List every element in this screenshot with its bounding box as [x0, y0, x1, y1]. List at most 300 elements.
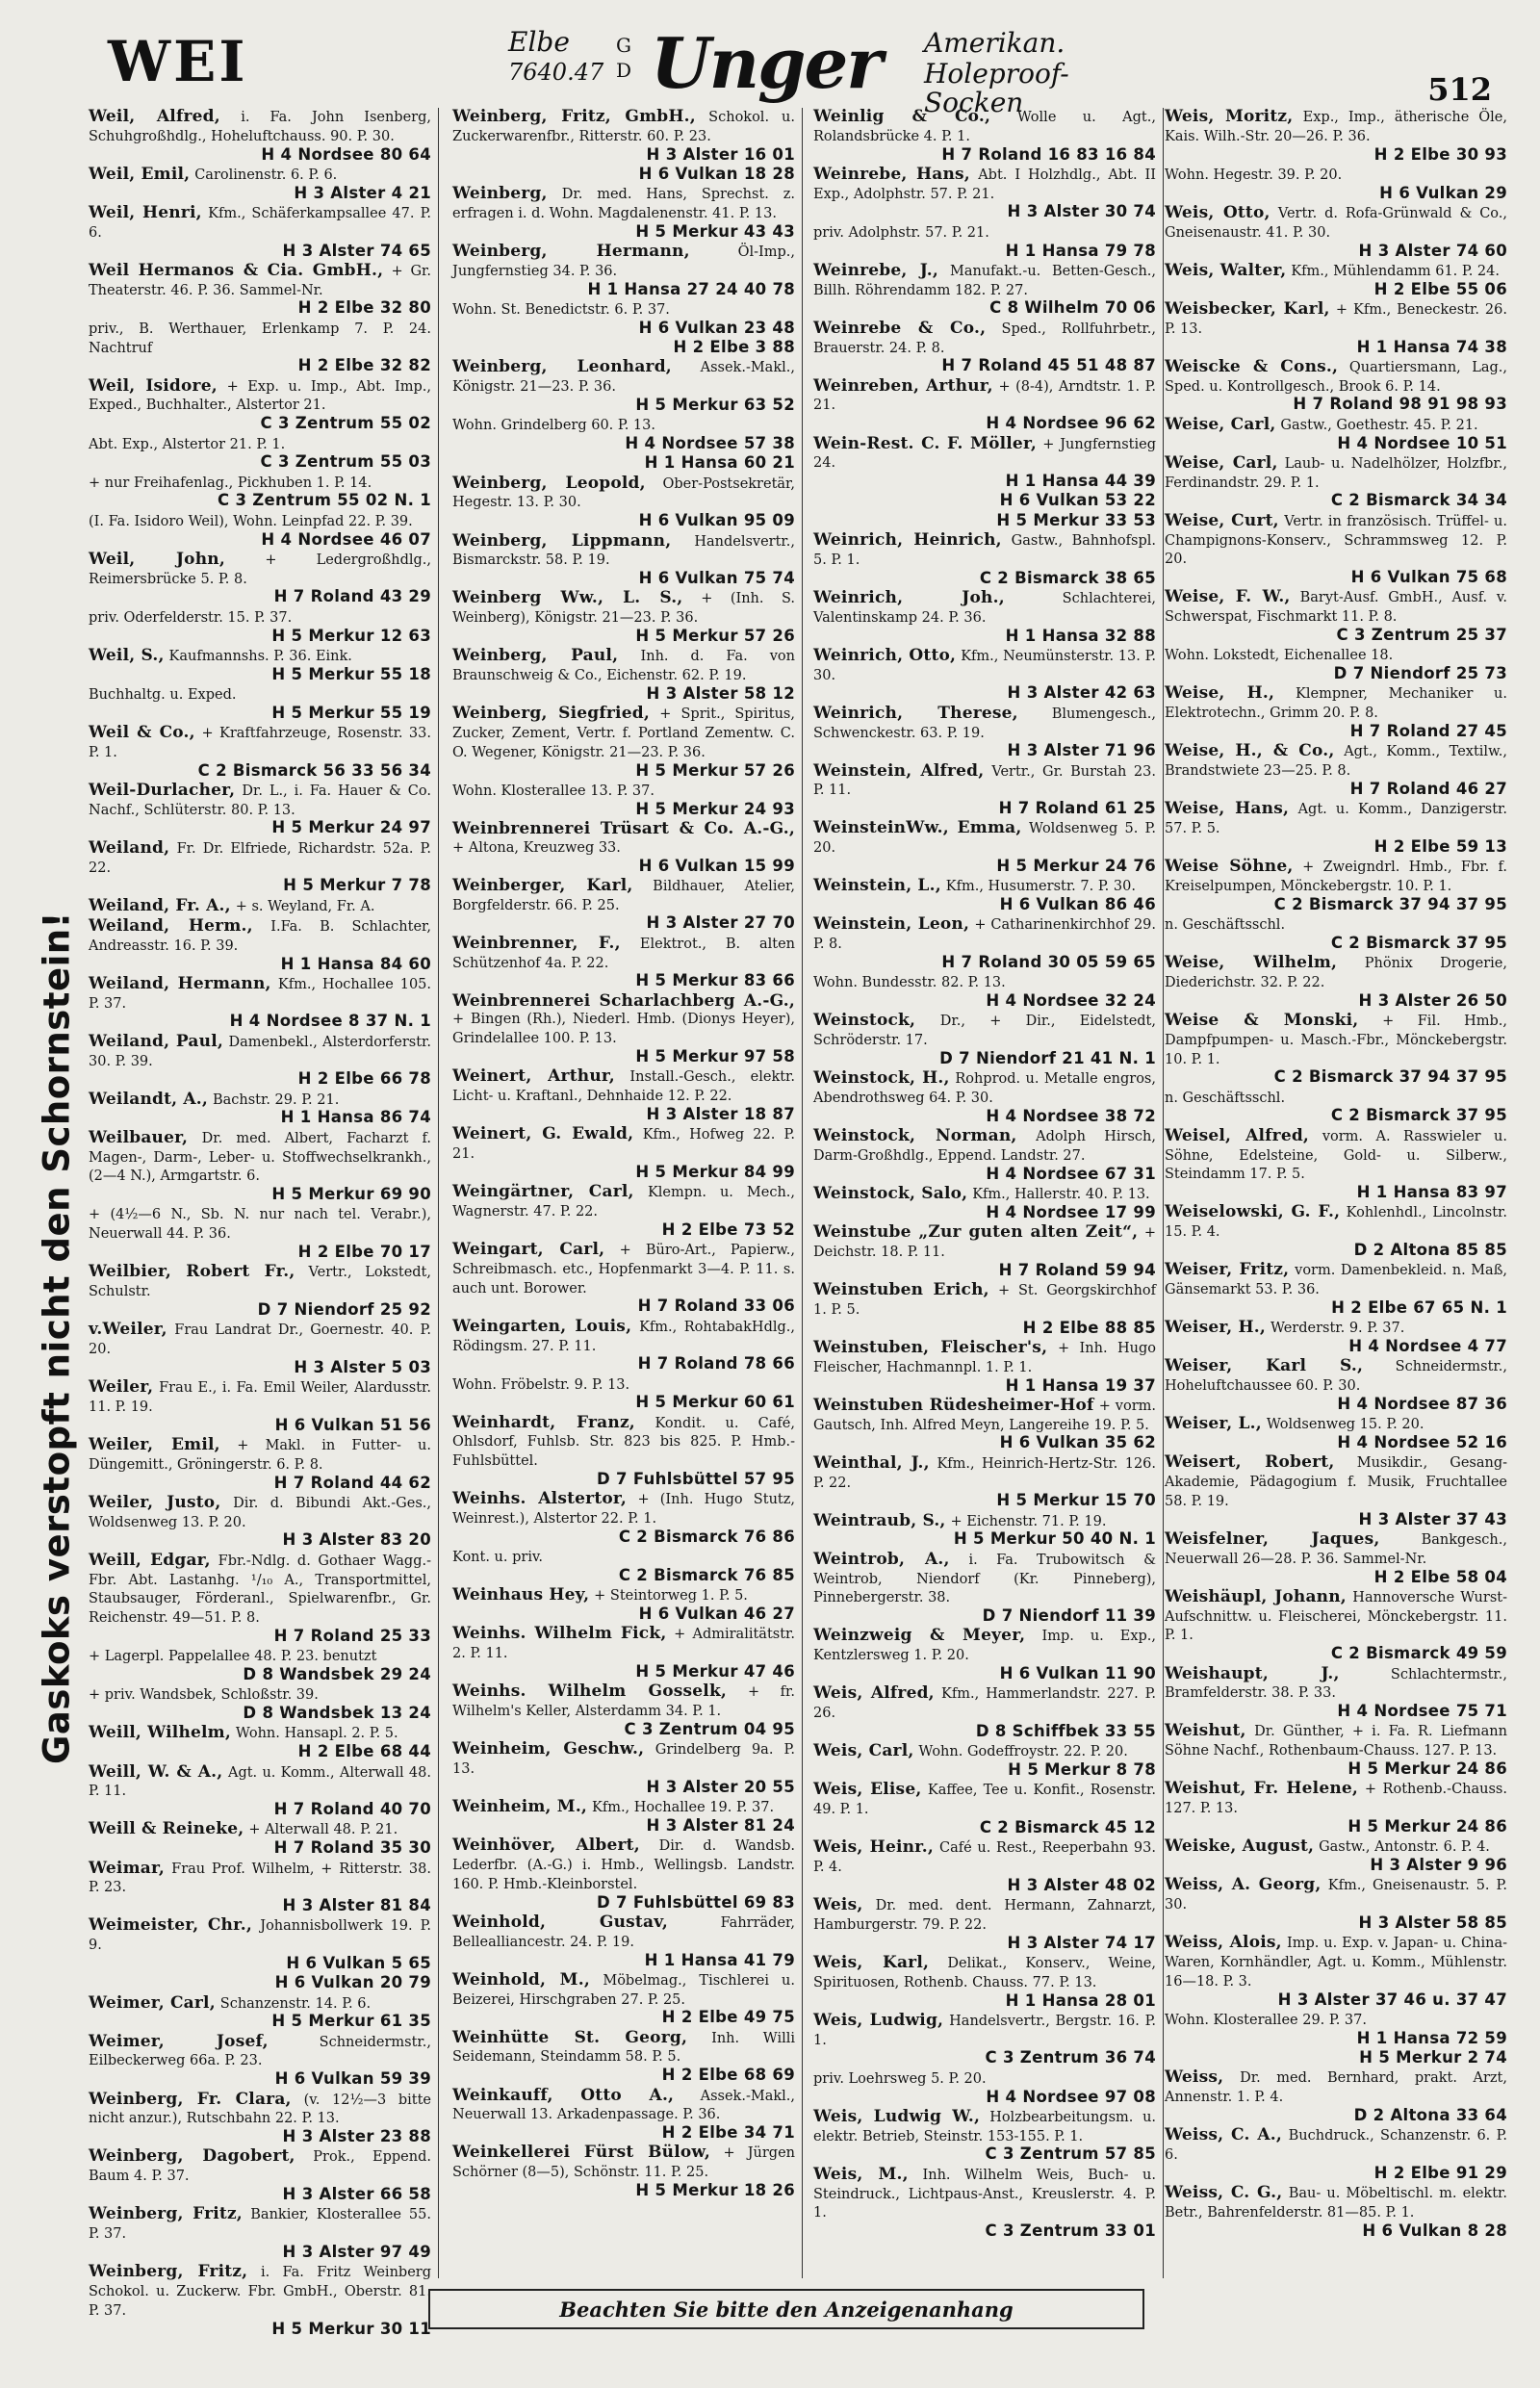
directory-entry — [89, 897, 431, 916]
directory-entry — [452, 454, 795, 473]
directory-entry — [813, 262, 1156, 318]
directory-entry — [89, 608, 431, 646]
entry-telephone: H 3 Alster 37 46 u. 37 47 — [1277, 1990, 1507, 2009]
directory-entry — [452, 935, 795, 990]
entry-details: Agt. u. Komm., Danzigerstr. 57. P. 5. — [1165, 802, 1507, 836]
entry-telephone: H 2 Elbe 58 04 — [1373, 1567, 1507, 1586]
entry-details: priv. Loehrsweg 5. P. 20. — [813, 2070, 987, 2087]
entry-name: Weingart, Carl, — [452, 1240, 605, 1260]
directory-entry — [89, 1378, 431, 1434]
entry-telephone: C 3 Zentrum 55 02 — [260, 414, 431, 433]
entry-details: Wohn. Grindelberg 60. P. 13. — [452, 418, 655, 434]
entry-details: Wohn. Bundesstr. 82. P. 13. — [813, 975, 1006, 991]
ad-gd-top: G — [616, 34, 632, 57]
entry-details: Gastw., Antonstr. 6. P. 4. — [1319, 1839, 1490, 1856]
directory-entry — [1165, 454, 1507, 510]
entry-telephone: H 6 Vulkan 51 56 — [274, 1415, 431, 1434]
entry-details: Imp. u. Exp. v. Japan- u. China-Waren, Kornhändler, Agt. u. Komm., Mühlenstr. 16—18. P. 3. — [1165, 1936, 1507, 1990]
entry-name: Weinrebe, J., — [813, 260, 938, 280]
directory-entry — [89, 166, 431, 203]
directory-entry — [1165, 742, 1507, 798]
entry-details: + Altona, Kreuzweg 33. — [452, 839, 621, 856]
entry-name: Weis, Heinr., — [813, 1837, 935, 1858]
entry-telephone: H 2 Elbe 73 52 — [661, 1220, 795, 1239]
directory-entry — [452, 589, 795, 645]
directory-entry — [452, 1836, 795, 1912]
entry-details: priv. Oderfelderstr. 15. P. 37. — [89, 609, 293, 626]
entry-details: + Zweigndrl. Hmb., Fbr. f. Kreiselpumpen, Mönckebergstr. 10. P. 1. — [1165, 860, 1507, 894]
entry-details: Kfm., Mühlendamm 61. P. 24. — [1291, 263, 1500, 279]
directory-entry — [452, 2029, 795, 2085]
directory-entry — [452, 1241, 795, 1316]
directory-entry — [813, 1954, 1156, 2010]
directory-entry — [89, 1820, 431, 1858]
entry-name: Weiser, L., — [1165, 1414, 1262, 1434]
directory-entry — [1165, 1127, 1507, 1202]
entry-telephone: C 3 Zentrum 25 37 — [1336, 626, 1507, 645]
entry-telephone: H 3 Alster 16 01 — [646, 144, 795, 164]
entry-details: Bankgesch., Neuerwall 26—28. P. 36. Sammel-Nr. — [1165, 1531, 1507, 1567]
directory-entry — [452, 1913, 795, 1969]
entry-telephone: H 3 Alster 66 58 — [282, 2185, 431, 2204]
entry-telephone: H 1 Hansa 19 37 — [1005, 1375, 1156, 1395]
entry-details: Vertr. d. Rofa-Grünwald & Co., Gneisenaustr. 41. P. 30. — [1165, 205, 1507, 241]
entry-name: Weinrich, Joh., — [813, 587, 1005, 607]
directory-entry — [813, 1838, 1156, 1894]
entry-details: Kaffee, Tee u. Konfit., Rosenstr. 49. P. 1. — [813, 1783, 1156, 1818]
entry-telephone: H 1 Hansa 84 60 — [280, 954, 431, 973]
entry-telephone: C 2 Bismarck 37 94 37 95 — [1273, 1067, 1507, 1087]
entry-details: Kfm., Schäferkampsallee 47. P. 6. — [89, 205, 431, 241]
column-divider — [438, 108, 440, 2278]
entry-name: Weinstuben Erich, — [813, 1280, 989, 1300]
entry-name: Weis, Carl, — [813, 1741, 914, 1761]
entry-telephone: H 5 Merkur 47 46 — [635, 1662, 795, 1682]
entry-details: Kfm., Hochallee 19. P. 37. — [592, 1800, 775, 1816]
directory-entry — [813, 512, 1156, 530]
entry-name: Weimer, Josef, — [89, 2031, 269, 2051]
entry-name: Weinstube „Zur guten alten Zeit“, — [813, 1222, 1139, 1243]
directory-entry — [813, 1454, 1156, 1510]
directory-entry — [452, 185, 795, 241]
entry-telephone: D 7 Niendorf 21 41 N. 1 — [939, 1049, 1156, 1068]
entry-name: Weiland, Hermann, — [89, 973, 271, 993]
entry-details: + vorm. Gautsch, Inh. Alfred Meyn, Langereihe 19. P. 5. — [813, 1398, 1156, 1433]
entry-name: Weinrich, Therese, — [813, 703, 1018, 723]
entry-telephone: H 3 Alster 23 88 — [282, 2127, 431, 2146]
directory-entry — [89, 1994, 431, 2032]
directory-entry — [89, 975, 431, 1031]
entry-details: Exp., Imp., ätherische Öle, Kais. Wilh.-Str. 20—26. P. 36. — [1165, 110, 1507, 144]
entry-name: Weinlig & Co., — [813, 107, 991, 126]
entry-name: Weishut, Fr. Helene, — [1165, 1779, 1359, 1799]
entry-name: Weintrob, A., — [813, 1549, 950, 1569]
entry-details: Agt., Komm., Textilw., Brandstwiete 23—25. P. 8. — [1165, 744, 1507, 780]
entry-telephone: H 7 Roland 30 05 59 65 — [941, 953, 1156, 972]
entry-telephone: H 5 Merkur 83 66 — [635, 971, 795, 990]
entry-name: v.Weiler, — [89, 1320, 167, 1340]
entry-details: Agt. u. Komm., Alterwall 48. P. 11. — [89, 1764, 431, 1800]
letter-code: WEI — [108, 29, 248, 94]
entry-telephone: H 5 Merkur 63 52 — [635, 395, 795, 414]
directory-entry — [1165, 1357, 1507, 1413]
entry-telephone: H 6 Vulkan 5 65 — [286, 1954, 431, 1972]
entry-details: Schlachtermstr., Bramfelderstr. 38. P. 33. — [1165, 1666, 1507, 1702]
entry-name: Weinrebe, Hans, — [813, 164, 970, 184]
directory-entry — [813, 1069, 1156, 1125]
entry-telephone: H 7 Roland 35 30 — [273, 1838, 431, 1858]
entry-name: Weil, Alfred, — [89, 107, 220, 126]
entry-telephone: C 2 Bismarck 37 95 — [1330, 1106, 1507, 1125]
directory-entry — [1165, 588, 1507, 644]
entry-telephone: H 3 Alster 83 20 — [282, 1530, 431, 1550]
entry-telephone: H 5 Merkur 43 43 — [635, 221, 795, 241]
entry-details: (v. 12½—3 bitte nicht anzur.), Rutschbahn 22. P. 13. — [89, 2092, 432, 2127]
entry-name: Weiser, H., — [1165, 1318, 1267, 1338]
directory-entry — [1165, 300, 1507, 356]
directory-entry — [452, 532, 795, 588]
directory-entry — [1165, 800, 1507, 856]
directory-entry — [89, 1916, 431, 1972]
entry-details: + Rothenb.-Chauss. 127. P. 13. — [1165, 1782, 1507, 1817]
entry-telephone: H 4 Nordsee 17 99 — [986, 1202, 1156, 1221]
directory-entry — [89, 1685, 431, 1723]
entry-telephone: H 3 Alster 48 02 — [1007, 1875, 1156, 1894]
entry-name: Weill, Wilhelm, — [89, 1723, 231, 1743]
entry-name: Weise Söhne, — [1165, 857, 1294, 877]
entry-name: Weinhöver, Albert, — [452, 1836, 640, 1856]
entry-telephone: H 7 Roland 98 91 98 93 — [1293, 395, 1507, 414]
directory-entry — [1165, 684, 1507, 740]
directory-entry — [1165, 1012, 1507, 1087]
entry-details: + Eichenstr. 71. P. 19. — [950, 1513, 1107, 1529]
entry-name: Weinkellerei Fürst Bülow, — [452, 2143, 710, 2163]
entry-telephone: H 2 Elbe 70 17 — [297, 1243, 431, 1262]
entry-name: Weise, Carl, — [1165, 452, 1278, 473]
entry-telephone: H 3 Alster 81 24 — [646, 1815, 795, 1835]
directory-entry — [813, 531, 1156, 587]
directory-entry — [813, 1223, 1156, 1279]
ad-elbe: Elbe — [508, 26, 570, 58]
entry-telephone: H 4 Nordsee 80 64 — [261, 144, 431, 164]
entry-telephone: H 3 Alster 74 17 — [1007, 1933, 1156, 1952]
entry-telephone: C 3 Zentrum 04 95 — [624, 1719, 795, 1738]
entry-telephone: H 2 Elbe 34 71 — [661, 2123, 795, 2143]
entry-details: Kfm., Hallerstr. 40. P. 13. — [972, 1187, 1150, 1203]
entry-details: Carolinenstr. 6. P. 6. — [194, 167, 338, 183]
ad-gd — [616, 33, 631, 83]
entry-name: Weinreben, Arthur, — [813, 375, 993, 396]
entry-details: Schneidermstr., Hoheluftchaussee 60. P. 30. — [1165, 1359, 1507, 1395]
entry-name: Weis, Karl, — [813, 1953, 930, 1972]
entry-name: Weise, Curt, — [1165, 510, 1279, 530]
entry-details: Kaufmannshs. P. 36. Eink. — [168, 648, 352, 664]
directory-entry — [452, 300, 795, 338]
entry-name: Weinberg, Paul, — [452, 646, 619, 666]
entry-telephone: H 6 Vulkan 59 39 — [274, 2069, 431, 2089]
entry-details: Bankier, Klosterallee 55. P. 37. — [89, 2207, 431, 2243]
entry-details: + (8-4), Arndtstr. 1. P. 21. — [813, 378, 1157, 414]
entry-telephone: H 2 Elbe 32 80 — [297, 298, 431, 318]
entry-telephone: H 5 Merkur 7 78 — [283, 876, 431, 895]
directory-entry — [452, 1414, 795, 1489]
entry-name: Weinberg, Leopold, — [452, 473, 646, 493]
entry-telephone: H 5 Merkur 97 58 — [635, 1047, 795, 1066]
entry-details: Manufakt.-u. Betten-Gesch., Billh. Röhrendamm 182. P. 27. — [813, 263, 1156, 298]
entry-details: Delikat., Konserv., Weine, Spirituosen, Rothenb. Chauss. 77. P. 13. — [813, 1956, 1156, 1990]
entry-telephone: H 7 Roland 78 66 — [637, 1354, 795, 1374]
entry-details: Sped., Rollfuhrbetr., Brauerstr. 24. P. 8. — [813, 321, 1156, 356]
directory-entry — [452, 992, 795, 1066]
entry-telephone: H 4 Nordsee 46 07 — [261, 529, 431, 549]
directory-entry — [813, 1551, 1156, 1626]
entry-telephone: H 3 Alster 74 60 — [1358, 241, 1507, 260]
entry-details: + St. Georgskirchhof 1. P. 5. — [813, 1283, 1156, 1318]
entry-details: + Fil. Hmb., Dampfpumpen- u. Masch.-Fbr., Mönckebergstr. 10. P. 1. — [1165, 1013, 1507, 1067]
directory-entry — [1165, 954, 1507, 1010]
ad-gd-bottom: D — [616, 59, 632, 82]
entry-name: Weis, M., — [813, 2164, 909, 2184]
entry-details: Buchhaltg. u. Exped. — [89, 686, 237, 703]
entry-name: Weilbier, Robert Fr., — [89, 1262, 295, 1282]
entry-telephone: H 1 Hansa 27 24 40 78 — [587, 279, 795, 298]
entry-name: Weinstuben Rüdesheimer-Hof — [813, 1395, 1094, 1415]
directory-entry — [89, 1091, 431, 1128]
entry-telephone: H 2 Elbe 88 85 — [1022, 1318, 1156, 1337]
directory-entry — [89, 2263, 431, 2338]
directory-entry — [452, 782, 795, 819]
entry-telephone: H 7 Roland 61 25 — [998, 799, 1156, 818]
column-divider — [1163, 108, 1165, 2278]
entry-details: + Catharinenkirchhof 29. P. 8. — [813, 917, 1156, 953]
entry-name: Weiler, — [89, 1377, 154, 1398]
directory-entry — [813, 1627, 1156, 1682]
entry-telephone: H 5 Merkur 57 26 — [635, 627, 795, 646]
directory-entry — [813, 166, 1156, 221]
entry-details: priv., B. Werthauer, Erlenkamp 7. P. 24. Nachtruf — [89, 321, 431, 356]
directory-entry — [89, 782, 431, 837]
directory-entry — [89, 1647, 431, 1684]
directory-entry — [89, 474, 431, 511]
entry-details: Kfm., Hofweg 22. P. 21. — [452, 1127, 795, 1163]
entry-telephone: H 3 Alster 97 49 — [282, 2242, 431, 2261]
directory-entry — [89, 685, 431, 723]
entry-telephone: H 1 Hansa 83 97 — [1356, 1183, 1507, 1202]
directory-entry — [89, 839, 431, 895]
entry-details: Kohlenhdl., Lincolnstr. 15. P. 4. — [1165, 1205, 1507, 1241]
entry-name: Weiss, A. Georg, — [1165, 1875, 1322, 1895]
entry-name: Weinberg, Dagobert, — [89, 2146, 295, 2167]
entry-telephone: H 5 Merkur 12 63 — [271, 626, 431, 645]
directory-entry — [452, 877, 795, 933]
entry-details: I.Fa. B. Schlachter, Andreasstr. 16. P. 39. — [89, 918, 431, 954]
entry-details: Frau Landrat Dr., Goernestr. 40. P. 20. — [89, 1322, 431, 1357]
entry-name: Weinrich, Heinrich, — [813, 530, 1002, 551]
directory-entry — [452, 1971, 795, 2027]
directory-entry — [89, 1205, 431, 1261]
entry-details: + Gr. Theaterstr. 46. P. 36. Sammel-Nr. — [89, 263, 431, 298]
entry-details: Baryt-Ausf. GmbH., Ausf. v. Schwerspat, Fischmarkt 11. P. 8. — [1165, 590, 1507, 626]
directory-entry — [452, 1375, 795, 1413]
directory-entry — [813, 1684, 1156, 1740]
entry-details: + Jürgen Schörner (8—5), Schönstr. 11. P. 25. — [452, 2145, 795, 2181]
entry-details: + Bingen (Rh.), Niederl. Hmb. (Dionys Heyer), Grindelallee 100. P. 13. — [452, 1012, 795, 1047]
entry-details: Dir. d. Wandsb. Lederfbr. (A.-G.) i. Hmb., Wellingsb. Landstr. 160. P. Hmb.-Kleinborstel. — [452, 1838, 795, 1892]
entry-telephone: H 4 Nordsee 10 51 — [1337, 433, 1507, 452]
entry-name: Weimeister, Chr., — [89, 1915, 252, 1936]
entry-telephone: H 7 Roland 27 45 — [1349, 722, 1507, 740]
entry-details: Kfm., RohtabakHdlg., Rödingsm. 27. P. 11. — [452, 1319, 796, 1354]
entry-details: Holzbearbeitungsm. u. elektr. Betrieb, Steinstr. 153-155. P. 1. — [813, 2109, 1157, 2144]
entry-name: Weil Hermanos & Cia. GmbH., — [89, 260, 384, 280]
entry-telephone: H 2 Elbe 68 69 — [661, 2066, 795, 2085]
entry-telephone: H 3 Alster 81 84 — [282, 1896, 431, 1915]
entry-name: Weinstock, H., — [813, 1068, 950, 1089]
entry-telephone: D 7 Niendorf 25 73 — [1333, 664, 1507, 683]
entry-telephone: C 2 Bismarck 76 85 — [618, 1566, 795, 1585]
entry-telephone: H 1 Hansa 86 74 — [280, 1108, 431, 1127]
page-number: 512 — [1427, 71, 1492, 108]
directory-column-1 — [89, 107, 432, 2338]
directory-entry — [89, 2091, 431, 2146]
entry-details: Laub- u. Nadelhölzer, Holzfbr., Ferdinandstr. 29. P. 1. — [1165, 455, 1507, 491]
directory-entry — [813, 435, 1156, 491]
entry-name: Weil, Henri, — [89, 202, 202, 222]
entry-name: Weinberg, Fritz, — [89, 2204, 243, 2224]
entry-details: Abt. I Holzhdlg., Abt. II Exp., Adolphstr. 57. P. 21. — [813, 167, 1156, 202]
entry-details: Kfm., Husumerstr. 7. P. 30. — [945, 879, 1136, 895]
entry-details: Kondit. u. Café, Ohlsdorf, Fuhlsb. Str. 823 bis 825. P. Hmb.-Fuhlsbüttel. — [452, 1415, 795, 1470]
directory-entry — [1165, 2184, 1507, 2240]
entry-details: Woldsenweg 15. P. 20. — [1266, 1417, 1424, 1433]
entry-name: Weise & Monski, — [1165, 1010, 1359, 1030]
entry-details: Assek.-Makl., Neuerwall 13. Arkadenpassage. P. 36. — [452, 2088, 795, 2123]
entry-name: Weiland, Fr. A., — [89, 895, 231, 915]
entry-details: Assek.-Makl., Königstr. 21—23. P. 36. — [452, 360, 795, 396]
directory-entry — [813, 492, 1156, 510]
directory-entry — [1165, 2068, 1507, 2124]
directory-entry — [1165, 1837, 1507, 1875]
directory-entry — [89, 108, 431, 164]
entry-details: Musikdir., Gesang-Akademie, Pädagogium f. Musik, Fruchtallee 58. P. 19. — [1165, 1455, 1508, 1509]
entry-details: Wohn. Klosterallee 29. P. 37. — [1165, 2012, 1367, 2028]
entry-details: + s. Weyland, Fr. A. — [235, 898, 375, 914]
directory-entry — [89, 1263, 431, 1319]
entry-name: Weis, Ludwig, — [813, 2010, 944, 2030]
directory-entry — [1165, 1415, 1507, 1452]
entry-details: Kfm., Neumünsterstr. 13. P. 30. — [813, 648, 1156, 683]
entry-telephone: H 5 Merkur 24 76 — [996, 857, 1156, 876]
entry-telephone: H 5 Merkur 24 86 — [1348, 1816, 1507, 1836]
entry-name: Wein-Rest. C. F. Möller, — [813, 433, 1037, 453]
directory-entry — [813, 320, 1156, 375]
directory-entry — [1165, 1089, 1507, 1126]
directory-entry — [813, 2012, 1156, 2067]
entry-details: Frau E., i. Fa. Emil Weiler, Alardusstr. 11. P. 19. — [89, 1380, 431, 1415]
entry-name: Weinberg, Leonhard, — [452, 357, 672, 377]
entry-name: Weinberg, Siegfried, — [452, 704, 650, 724]
directory-entry — [89, 1974, 431, 1992]
entry-name: Weil, S., — [89, 645, 165, 665]
entry-telephone: H 5 Merkur 60 61 — [635, 1393, 795, 1412]
entry-details: Phönix Drogerie, Diederichstr. 32. P. 22. — [1165, 956, 1507, 990]
entry-telephone: H 2 Elbe 59 13 — [1373, 836, 1507, 856]
directory-entry — [452, 705, 795, 780]
directory-entry — [1165, 512, 1507, 587]
entry-name: Weise, H., & Co., — [1165, 741, 1335, 761]
entry-telephone: H 7 Roland 59 94 — [998, 1260, 1156, 1279]
entry-name: Weishäupl, Johann, — [1165, 1586, 1347, 1606]
entry-details: Klempner, Mechaniker u. Elektrotechn., Grimm 20. P. 8. — [1165, 686, 1507, 722]
directory-entry — [89, 262, 431, 318]
entry-details: + Admiralitätstr. 2. P. 11. — [452, 1627, 795, 1662]
entry-telephone: H 3 Alster 27 70 — [646, 913, 795, 933]
directory-entry — [89, 2147, 431, 2203]
entry-details: Kfm., Heinrich-Hertz-Str. 126. P. 22. — [813, 1455, 1156, 1491]
entry-details: + nur Freihafenlag., Pickhuben 1. P. 14. — [89, 475, 372, 491]
directory-entry — [452, 339, 795, 357]
entry-details: Kfm., Hammerlandstr. 227. P. 26. — [813, 1686, 1156, 1722]
directory-entry — [89, 204, 431, 260]
directory-entry — [452, 108, 795, 164]
entry-telephone: H 7 Roland 40 70 — [273, 1800, 431, 1819]
entry-details: + (Inh. S. Weinberg), Königstr. 21—23. P. 36. — [452, 591, 795, 627]
side-advertisement-text: Gaskoks verstopft nicht den Schornstein! — [36, 912, 78, 1764]
entry-telephone: H 3 Alster 18 87 — [646, 1104, 795, 1123]
entry-telephone: H 5 Merkur 15 70 — [996, 1491, 1156, 1510]
entry-telephone: H 5 Merkur 84 99 — [635, 1162, 795, 1181]
entry-name: Weiscke & Cons., — [1165, 356, 1339, 376]
entry-telephone: H 6 Vulkan 46 27 — [638, 1605, 795, 1624]
entry-details: i. Fa. Fritz Weinberg Schokol. u. Zuckerw. Fbr. GmbH., Oberstr. 81. P. 37. — [89, 2265, 431, 2319]
entry-details: Prok., Eppend. Baum 4. P. 37. — [89, 2149, 431, 2185]
entry-details: Wohn. Fröbelstr. 9. P. 13. — [452, 1376, 630, 1393]
entry-name: Weinert, G. Ewald, — [452, 1124, 634, 1144]
entry-name: Weinkauff, Otto A., — [452, 2085, 675, 2105]
entry-telephone: H 4 Nordsee 97 08 — [986, 2087, 1156, 2106]
entry-details: + Ledergroßhdlg., Reimersbrücke 5. P. 8. — [89, 552, 431, 587]
directory-entry — [89, 377, 431, 433]
entry-details: Wohn. St. Benedictstr. 6. P. 37. — [452, 301, 670, 318]
entry-telephone: H 5 Merkur 2 74 — [1359, 2047, 1507, 2067]
ad-brand-logo: Unger — [651, 22, 882, 104]
entry-details: Handelsvertr., Bergstr. 16. P. 1. — [813, 2013, 1156, 2048]
directory-entry — [813, 377, 1156, 433]
entry-name: Weisel, Alfred, — [1165, 1125, 1310, 1145]
entry-details: Dr. med. Albert, Facharzt f. Magen-, Darm-, Leber- u. Stoffwechselkrankh., (2—4 N.), Armgartstr. 6. — [89, 1130, 431, 1185]
entry-details: Kont. u. priv. — [452, 1550, 544, 1566]
entry-telephone: H 2 Elbe 66 78 — [297, 1069, 431, 1089]
entry-telephone: H 4 Nordsee 96 62 — [986, 414, 1156, 433]
directory-entry — [1165, 915, 1507, 953]
entry-telephone: H 3 Alster 26 50 — [1358, 990, 1507, 1010]
entry-name: Weise, H., — [1165, 683, 1275, 704]
entry-telephone: H 2 Elbe 55 06 — [1373, 279, 1507, 298]
directory-entry — [89, 1860, 431, 1915]
entry-name: Weimer, Carl, — [89, 1992, 216, 2013]
entry-name: Weis, Otto, — [1165, 202, 1270, 222]
entry-telephone: H 7 Roland 16 83 16 84 — [941, 144, 1156, 164]
directory-entry — [452, 243, 795, 298]
entry-details: Quartiersmann, Lag., Sped. u. Kontrollgesch., Brook 6. P. 14. — [1165, 359, 1507, 395]
entry-name: Weinberger, Karl, — [452, 875, 633, 895]
entry-name: Weil-Durlacher, — [89, 780, 236, 800]
entry-details: Fahrräder, Bellealliancestr. 24. P. 19. — [452, 1914, 795, 1950]
directory-entry — [813, 762, 1156, 818]
entry-telephone: H 5 Merkur 24 97 — [271, 818, 431, 837]
entry-name: Weinstock, — [813, 1011, 916, 1031]
directory-entry — [89, 1552, 431, 1646]
